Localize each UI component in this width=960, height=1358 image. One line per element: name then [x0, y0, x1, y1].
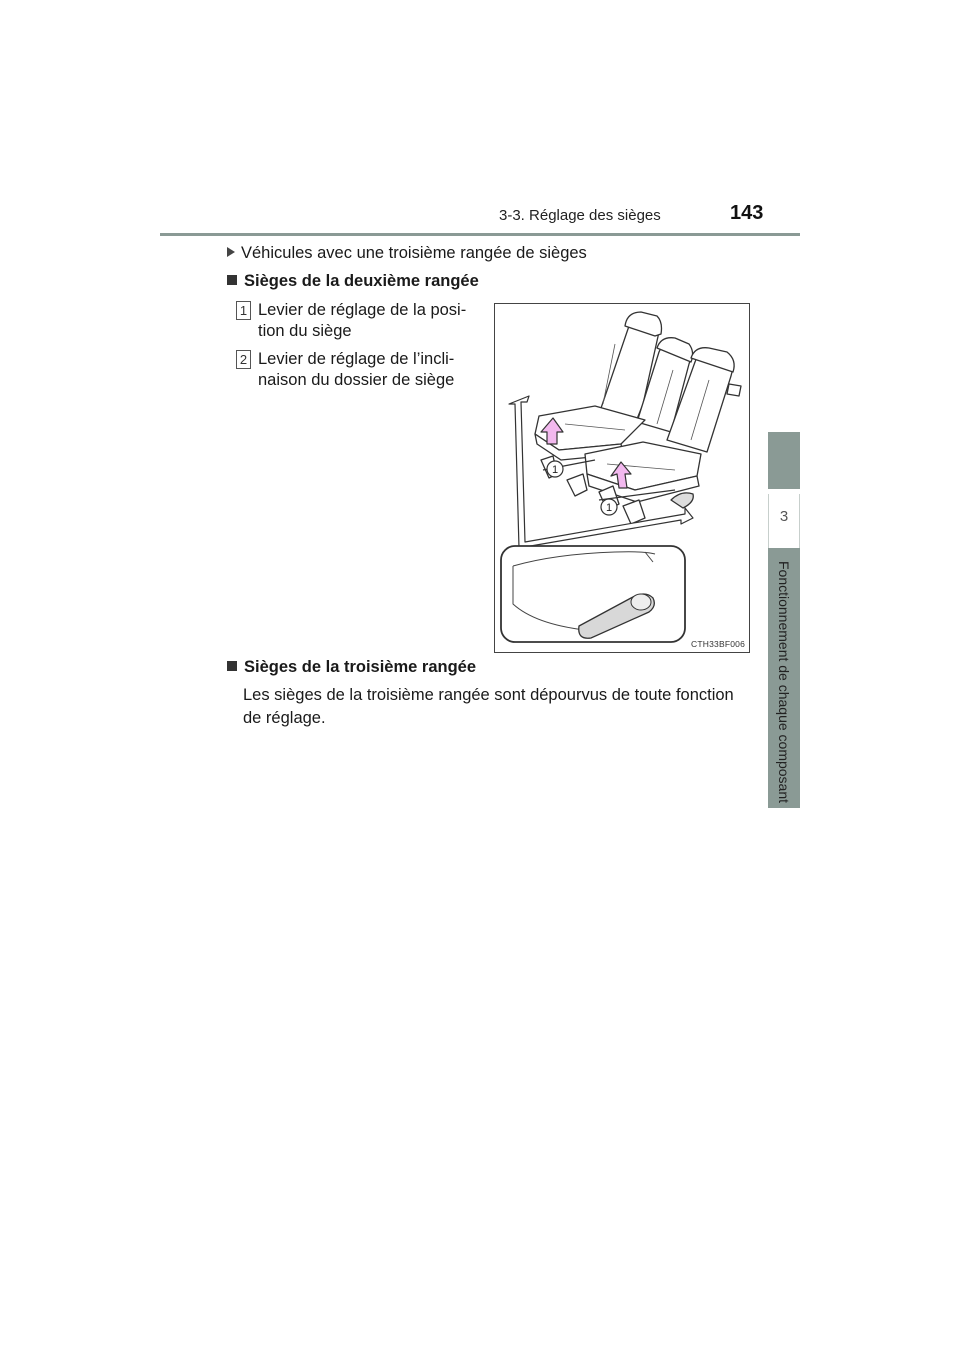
square-bullet-icon [227, 661, 237, 671]
item-1-number: 1 [236, 301, 251, 320]
third-row-heading: Sièges de la troisième rangée [227, 658, 476, 677]
third-row-text-line2: de réglage. [243, 709, 326, 727]
section-title: 3-3. Réglage des sièges [499, 207, 661, 224]
header-rule [160, 233, 800, 236]
triangle-bullet-icon [227, 247, 235, 257]
figure-code: CTH33BF006 [691, 639, 745, 649]
square-bullet-icon [227, 275, 237, 285]
vehicle-heading: Véhicules avec une troisième rangée de sièges [227, 244, 587, 263]
item-2-line1: Levier de réglage de l’incli- [258, 350, 455, 368]
side-tab-top [768, 432, 800, 489]
item-1-line2: tion du siège [258, 322, 352, 340]
third-row-text-line1: Les sièges de la troisième rangée sont dépourvus de toute fonction [243, 686, 734, 704]
side-tab-chapter-number: 3 [768, 494, 800, 548]
item-1-line1: Levier de réglage de la posi- [258, 301, 467, 319]
seat-illustration [494, 303, 750, 653]
item-2-number: 2 [236, 350, 251, 369]
seat-drawing [495, 304, 749, 652]
page-number: 143 [730, 202, 764, 224]
callout-1b: 1 [605, 502, 613, 514]
item-2-line2: naison du dossier de siège [258, 371, 455, 389]
second-row-heading: Sièges de la deuxième rangée [227, 272, 479, 291]
callout-1a: 1 [551, 464, 559, 476]
